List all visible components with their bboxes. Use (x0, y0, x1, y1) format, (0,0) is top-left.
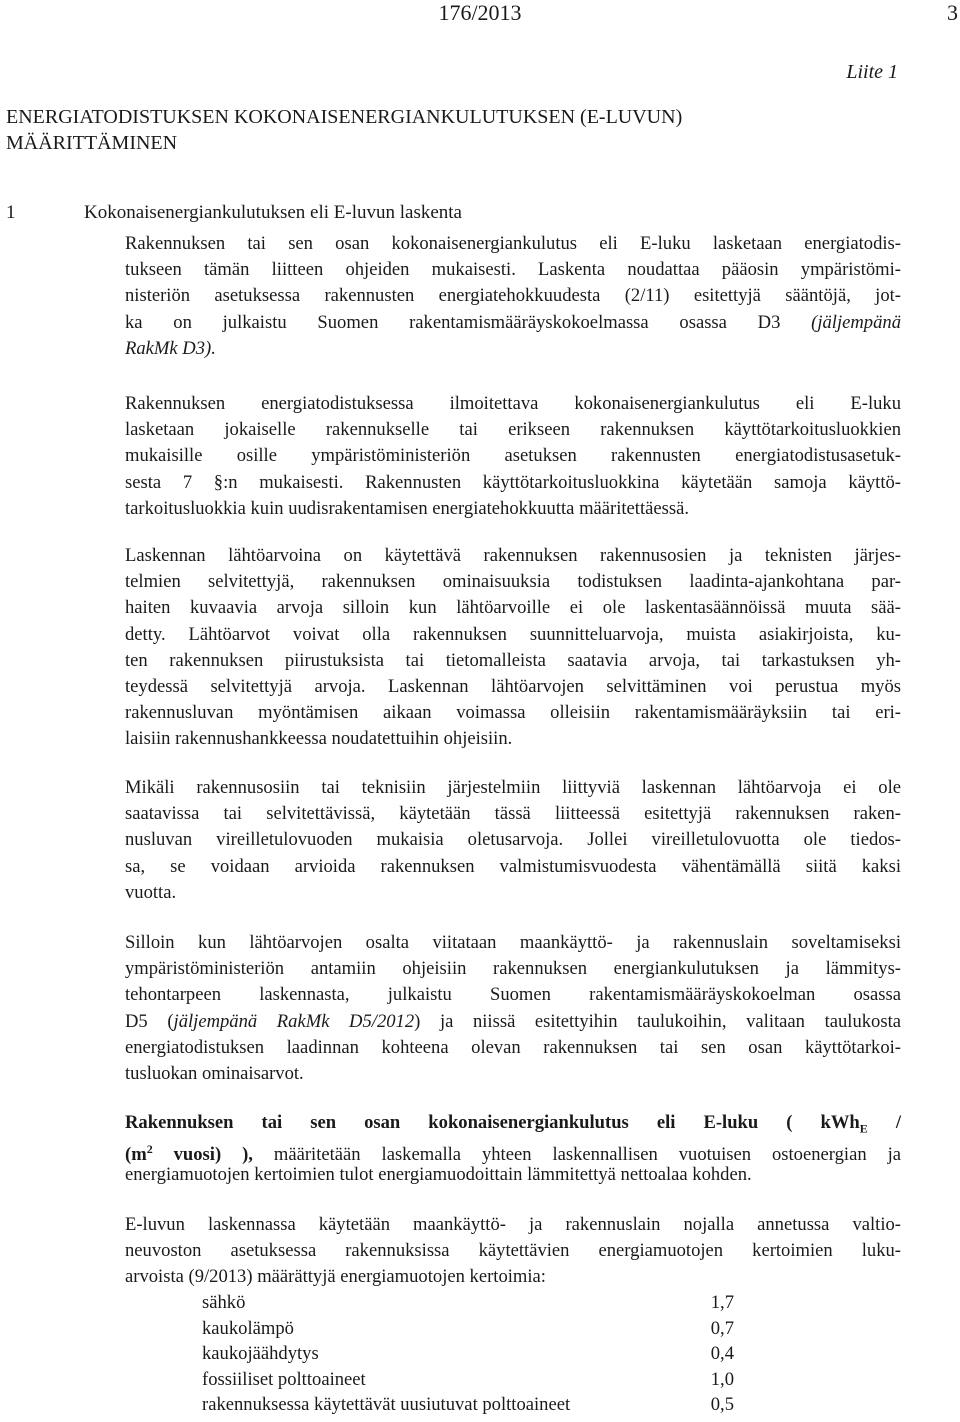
p1-line: RakMk D3). (125, 337, 216, 359)
factor-value: 1,7 (710, 1292, 734, 1313)
p2-line: Rakennuksen energiatodistuksessa ilmoitettava kokonaisenergiankulutus eli E-luku (125, 393, 901, 414)
p6-line (125, 1136, 901, 1166)
p2-line: mukaisille osille ympäristöministeriön asetuksen rakennusten energiatodistusasetuk- (125, 445, 901, 467)
document-number: 176/2013 (438, 0, 522, 25)
p5-text: D5 ( (125, 1010, 174, 1032)
paragraph-2 (125, 391, 901, 522)
paragraph-1 (125, 231, 901, 362)
p4-line: sa, se voidaan arvioida rakennuksen valmistumisvuodesta vähentämällä siitä kaksi (125, 855, 901, 877)
p1-text: ka on julkaistu Suomen rakentamismääräyskokoelmassa osassa D3 (125, 311, 812, 333)
title-line-2: MÄÄRITTÄMINEN (6, 132, 178, 154)
p3-line: detty. Lähtöarvot voivat olla rakennuksen suunnitteluarvoja, muista asiakirjoista, ku- (125, 623, 901, 645)
p5-line: energiatodistuksen laadinnan kohteena olevan rakennuksen tai sen osan käyttötarkoi- (125, 1036, 901, 1058)
p3-line: ten rakennuksen piirustuksista tai tietomalleista saatavia arvoja, tai tarkastuksen yh- (125, 649, 901, 671)
p2-line: sesta 7 §:n mukaisesti. Rakennusten käyttötarkoitusluokkina käytetään samoja käyttö- (125, 471, 901, 493)
p4-line: Mikäli rakennusosiin tai teknisiin järjestelmiin liittyviä laskennan lähtöarvoja ei ole (125, 777, 901, 798)
p1-italic-ref: (jäljempänä (811, 311, 901, 333)
p1-line (125, 310, 901, 336)
p6-superscript: 2 (146, 1142, 153, 1157)
paragraph-7 (125, 1212, 901, 1291)
page-number: 3 (947, 0, 958, 25)
p3-line: telmien selvitettyjä, rakennuksen ominaisuuksia todistuksen laadinta-ajankohtana par- (125, 571, 901, 593)
factor-name: kaukolämpö (202, 1317, 294, 1339)
p5-line: tehontarpeen laskennasta, julkaistu Suomen rakentamismääräyskokoelman osassa (125, 984, 901, 1006)
p6-line: energiamuotojen kertoimien tulot energiamuodoittain lämmitettyä nettoalaa kohden. (125, 1164, 752, 1186)
p6-line (125, 1110, 901, 1136)
p5-line (125, 1009, 901, 1035)
factor-row (202, 1316, 734, 1342)
p3-line: teydessä selvitettyjä arvoja. Laskennan lähtöarvojen selvittäminen voi perustua myös (125, 675, 901, 697)
p2-line: lasketaan jokaiselle rakennukselle tai erikseen rakennuksen käyttötarkoitusluokkien (125, 419, 901, 441)
p5-line: Silloin kun lähtöarvojen osalta viitataan maankäyttö- ja rakennuslain soveltamiseksi (125, 932, 901, 953)
p5-line: tusluokan ominaisarvot. (125, 1062, 304, 1084)
title-line-1: ENERGIATODISTUKSEN KOKONAISENERGIANKULUTUKSEN (E-LUVUN) (6, 106, 683, 128)
factor-row (202, 1392, 734, 1418)
factor-row (202, 1290, 734, 1316)
energy-factor-list (202, 1290, 734, 1418)
p6-bold-text: Rakennuksen tai sen osan kokonaisenergiankulutus eli E-luku ( kWh (125, 1112, 860, 1133)
factor-name: fossiiliset polttoaineet (202, 1368, 366, 1390)
appendix-label: Liite 1 (846, 61, 898, 83)
p5-line: ympäristöministeriön antamiin ohjeisiin rakennuksen energiankulutuksen ja lämmitys- (125, 958, 901, 980)
paragraph-6 (125, 1110, 901, 1189)
p7-line: arvoista (9/2013) määrättyjä energiamuotojen kertoimia: (125, 1266, 546, 1288)
p4-line: saatavissa tai selvitettävissä, käytetään tässä liitteessä esitettyjä rakennuksen raken- (125, 803, 901, 825)
p7-line: neuvoston asetuksessa rakennuksissa käytettävien energiamuotojen kertoimien luku- (125, 1240, 901, 1262)
document-title (6, 104, 906, 156)
section-title: Kokonaisenergiankulutuksen eli E-luvun laskenta (84, 202, 462, 223)
factor-name: kaukojäähdytys (202, 1343, 319, 1365)
factor-name: sähkö (202, 1292, 246, 1313)
p2-line: tarkoitusluokkia kuin uudisrakentamisen energiatehokkuutta määritettäessä. (125, 497, 690, 519)
factor-name: rakennuksessa käytettävät uusiutuvat polttoaineet (202, 1394, 571, 1416)
p6-text: määritetään laskemalla yhteen laskennallisen vuotuisen ostoenergian ja (252, 1144, 901, 1166)
p4-line: nusluvan vireilletulovuoden mukaisia oletusarvoja. Jollei vireilletulovuotta ole tiedos- (125, 829, 901, 851)
factor-value: 0,4 (710, 1343, 734, 1365)
p5-text: ) ja niissä esitettyihin taulukoihin, valitaan taulukosta (414, 1010, 901, 1032)
p3-line: Laskennan lähtöarvoina on käytettävä rakennuksen rakennusosien ja teknisten järjes- (125, 545, 901, 566)
paragraph-4 (125, 775, 901, 906)
p3-line: haiten kuvaavia arvoja silloin kun lähtöarvoille ei ole laskentasäännöissä muuta sää- (125, 597, 901, 619)
factor-row (202, 1341, 734, 1367)
p3-line: rakennusluvan myöntämisen aikaan voimassa olleisiin rakentamismääräyksiin tai eri- (125, 702, 901, 724)
p1-line: nisteriön asetuksessa rakennusten energiatehokkuudesta (2/11) esitettyjä sääntöjä, jot- (125, 285, 901, 307)
p5-italic-ref: jäljempänä RakMk D5/2012 (173, 1010, 415, 1032)
p4-line: vuotta. (125, 881, 177, 903)
p1-line: Rakennuksen tai sen osan kokonaisenergiankulutus eli E-luku lasketaan energiatodis- (125, 233, 901, 254)
p6-bold-text: vuosi) ), (152, 1144, 253, 1166)
p6-bold-text: (m (125, 1144, 147, 1166)
factor-value: 0,7 (710, 1317, 734, 1339)
factor-row (202, 1367, 734, 1393)
factor-value: 1,0 (710, 1368, 734, 1390)
section-number: 1 (6, 202, 16, 223)
p1-line: tukseen tämän liitteen ohjeiden mukaisesti. Laskenta noudattaa pääosin ympäristömi- (125, 259, 901, 281)
paragraph-5 (125, 930, 901, 1087)
factor-value: 0,5 (710, 1394, 734, 1416)
p6-subscript: E (859, 1121, 868, 1136)
p3-line: laisiin rakennushankkeessa noudatettuihin ohjeisiin. (125, 728, 513, 750)
p6-bold-text: / (867, 1112, 901, 1133)
p7-line: E-luvun laskennassa käytetään maankäyttö- ja rakennuslain nojalla annetussa valtio- (125, 1214, 901, 1235)
paragraph-3 (125, 543, 901, 753)
